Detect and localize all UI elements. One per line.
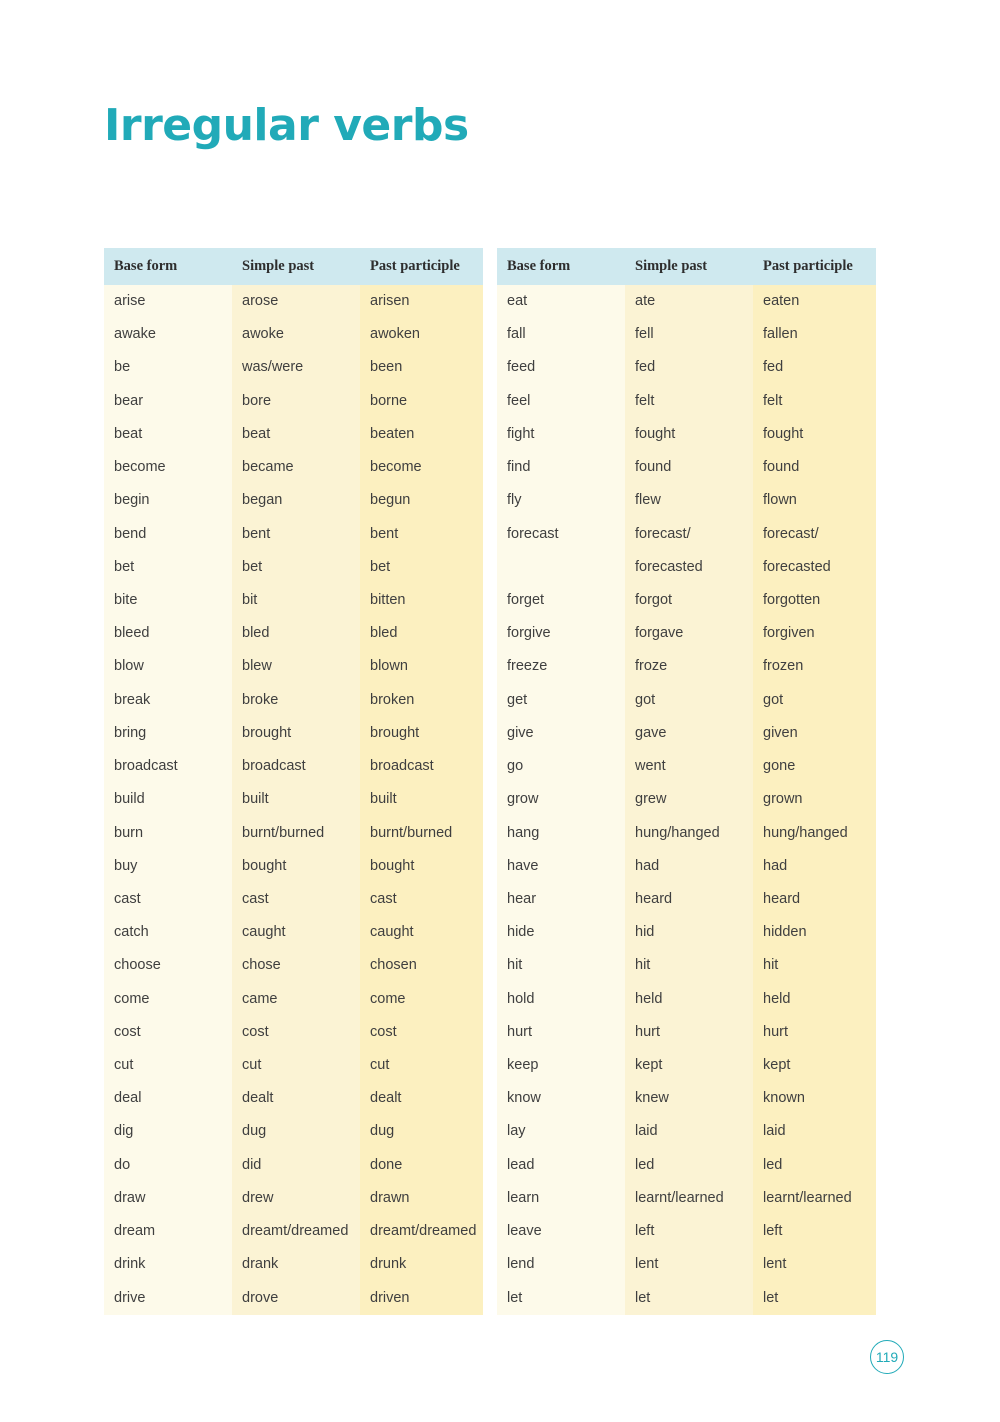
table-cell: got xyxy=(753,684,876,717)
table-row xyxy=(497,518,876,551)
table-row xyxy=(104,318,483,351)
table-row xyxy=(497,1149,876,1182)
table-cell: bet xyxy=(360,551,483,584)
table-cell: caught xyxy=(232,916,360,949)
table-cell: fight xyxy=(497,418,625,451)
table-cell: cast xyxy=(360,883,483,916)
table-cell: learnt/learned xyxy=(625,1182,753,1215)
table-cell: dug xyxy=(360,1115,483,1148)
table-cell: burn xyxy=(104,817,232,850)
column-header-base-form: Base form xyxy=(497,248,625,285)
table-cell: forecast xyxy=(497,518,625,551)
table-cell: lay xyxy=(497,1115,625,1148)
table-cell: learnt/learned xyxy=(753,1182,876,1215)
table-cell: hide xyxy=(497,916,625,949)
table-cell: left xyxy=(625,1215,753,1248)
table-cell: hurt xyxy=(625,1016,753,1049)
table-cell: forgave xyxy=(625,617,753,650)
table-cell: leave xyxy=(497,1215,625,1248)
table-cell: came xyxy=(232,983,360,1016)
table-row xyxy=(497,817,876,850)
header-row xyxy=(497,248,876,285)
table-cell: forecast/ xyxy=(753,518,876,551)
table-cell: begin xyxy=(104,484,232,517)
table-row xyxy=(497,285,876,318)
table-cell: draw xyxy=(104,1182,232,1215)
table-cell: broadcast xyxy=(360,750,483,783)
table-cell: blown xyxy=(360,650,483,683)
table-cell: found xyxy=(753,451,876,484)
table-row xyxy=(104,551,483,584)
table-cell: fed xyxy=(625,351,753,384)
table-row xyxy=(497,750,876,783)
table-cell: dealt xyxy=(232,1082,360,1115)
table-row xyxy=(497,1215,876,1248)
table-cell: drove xyxy=(232,1282,360,1315)
table-cell: given xyxy=(753,717,876,750)
table-cell: held xyxy=(753,983,876,1016)
table-cell: was/were xyxy=(232,351,360,384)
table-cell: fly xyxy=(497,484,625,517)
table-row xyxy=(104,817,483,850)
table-cell: hurt xyxy=(497,1016,625,1049)
table-cell: cast xyxy=(232,883,360,916)
table-cell: bleed xyxy=(104,617,232,650)
table-cell: cost xyxy=(104,1016,232,1049)
table-cell: led xyxy=(625,1149,753,1182)
table-row xyxy=(497,850,876,883)
table-cell: forecasted xyxy=(625,551,753,584)
table-row xyxy=(104,584,483,617)
table-cell: did xyxy=(232,1149,360,1182)
table-row xyxy=(104,949,483,982)
table-cell: had xyxy=(753,850,876,883)
table-cell: become xyxy=(360,451,483,484)
table-cell: feel xyxy=(497,385,625,418)
table-cell: hit xyxy=(497,949,625,982)
table-row xyxy=(497,451,876,484)
table-row xyxy=(104,1049,483,1082)
verb-tables-container xyxy=(104,248,876,1315)
table-row xyxy=(497,684,876,717)
table-row xyxy=(104,518,483,551)
column-header-simple-past: Simple past xyxy=(625,248,753,285)
table-row xyxy=(497,484,876,517)
table-cell: hear xyxy=(497,883,625,916)
table-row xyxy=(497,717,876,750)
table-cell: do xyxy=(104,1149,232,1182)
table-cell: borne xyxy=(360,385,483,418)
table-row xyxy=(104,1282,483,1315)
table-cell: cut xyxy=(360,1049,483,1082)
table-cell: find xyxy=(497,451,625,484)
table-cell: lead xyxy=(497,1149,625,1182)
table-cell: choose xyxy=(104,949,232,982)
table-cell: forget xyxy=(497,584,625,617)
table-cell: laid xyxy=(625,1115,753,1148)
table-cell: dream xyxy=(104,1215,232,1248)
table-cell: fall xyxy=(497,318,625,351)
table-cell: grew xyxy=(625,783,753,816)
table-cell: chose xyxy=(232,949,360,982)
table-cell: froze xyxy=(625,650,753,683)
table-cell: broken xyxy=(360,684,483,717)
table-row xyxy=(497,949,876,982)
table-cell: lent xyxy=(625,1248,753,1281)
table-cell: grow xyxy=(497,783,625,816)
table-cell: fell xyxy=(625,318,753,351)
table-cell: lent xyxy=(753,1248,876,1281)
table-cell: laid xyxy=(753,1115,876,1148)
table-cell: had xyxy=(625,850,753,883)
table-cell: became xyxy=(232,451,360,484)
table-cell: drink xyxy=(104,1248,232,1281)
table-row xyxy=(104,684,483,717)
table-row xyxy=(104,484,483,517)
table-row xyxy=(497,351,876,384)
table-cell: forgotten xyxy=(753,584,876,617)
verb-table-left xyxy=(104,248,483,1315)
table-cell: broadcast xyxy=(232,750,360,783)
table-cell: hid xyxy=(625,916,753,949)
table-row xyxy=(497,1049,876,1082)
table-cell: beat xyxy=(104,418,232,451)
table-cell: felt xyxy=(625,385,753,418)
table-cell: become xyxy=(104,451,232,484)
table-cell: left xyxy=(753,1215,876,1248)
table-cell: bend xyxy=(104,518,232,551)
table-body-right xyxy=(497,285,876,1315)
table-row xyxy=(104,617,483,650)
column-header-simple-past: Simple past xyxy=(232,248,360,285)
table-cell: cost xyxy=(232,1016,360,1049)
table-cell: catch xyxy=(104,916,232,949)
table-cell: learn xyxy=(497,1182,625,1215)
table-cell: give xyxy=(497,717,625,750)
table-cell: blow xyxy=(104,650,232,683)
table-cell: cut xyxy=(232,1049,360,1082)
table-row xyxy=(497,650,876,683)
table-cell: know xyxy=(497,1082,625,1115)
table-cell: dreamt/dreamed xyxy=(360,1215,483,1248)
column-header-base-form: Base form xyxy=(104,248,232,285)
table-cell: found xyxy=(625,451,753,484)
table-cell: bent xyxy=(232,518,360,551)
table-row xyxy=(497,1282,876,1315)
table-cell: bore xyxy=(232,385,360,418)
table-row xyxy=(497,551,876,584)
table-cell: bring xyxy=(104,717,232,750)
page-title: Irregular verbs xyxy=(104,100,469,151)
table-cell: bled xyxy=(232,617,360,650)
table-cell: let xyxy=(497,1282,625,1315)
table-row xyxy=(497,1115,876,1148)
table-cell: fed xyxy=(753,351,876,384)
table-cell: hit xyxy=(625,949,753,982)
table-cell: let xyxy=(753,1282,876,1315)
table-cell: burnt/burned xyxy=(360,817,483,850)
table-cell: grown xyxy=(753,783,876,816)
table-row xyxy=(497,1182,876,1215)
table-row xyxy=(497,418,876,451)
table-header-left xyxy=(104,248,483,285)
table-cell: arise xyxy=(104,285,232,318)
table-row xyxy=(104,451,483,484)
table-cell: let xyxy=(625,1282,753,1315)
table-cell: kept xyxy=(625,1049,753,1082)
table-cell: brought xyxy=(360,717,483,750)
table-cell: cost xyxy=(360,1016,483,1049)
table-cell: fought xyxy=(753,418,876,451)
table-row xyxy=(104,285,483,318)
table-row xyxy=(497,1248,876,1281)
table-cell: blew xyxy=(232,650,360,683)
table-cell: driven xyxy=(360,1282,483,1315)
table-cell: forgiven xyxy=(753,617,876,650)
table-cell: burnt/burned xyxy=(232,817,360,850)
table-cell: forecasted xyxy=(753,551,876,584)
table-cell: be xyxy=(104,351,232,384)
table-cell: break xyxy=(104,684,232,717)
column-header-past-participle: Past participle xyxy=(360,248,483,285)
table-cell: forgot xyxy=(625,584,753,617)
table-row xyxy=(104,983,483,1016)
table-cell: fallen xyxy=(753,318,876,351)
table-row xyxy=(104,783,483,816)
table-cell: frozen xyxy=(753,650,876,683)
table-cell: go xyxy=(497,750,625,783)
table-cell: done xyxy=(360,1149,483,1182)
table-cell: known xyxy=(753,1082,876,1115)
table-cell: drawn xyxy=(360,1182,483,1215)
table-cell: lend xyxy=(497,1248,625,1281)
table-cell: drew xyxy=(232,1182,360,1215)
table-cell: hold xyxy=(497,983,625,1016)
column-header-past-participle: Past participle xyxy=(753,248,876,285)
table-row xyxy=(497,385,876,418)
table-body-left xyxy=(104,285,483,1315)
table-row xyxy=(104,1248,483,1281)
table-cell: broke xyxy=(232,684,360,717)
page-number: 119 xyxy=(870,1340,904,1374)
table-cell: come xyxy=(104,983,232,1016)
table-cell: beaten xyxy=(360,418,483,451)
table-cell: chosen xyxy=(360,949,483,982)
table-cell: keep xyxy=(497,1049,625,1082)
table-cell: bet xyxy=(232,551,360,584)
table-row xyxy=(104,1215,483,1248)
table-cell: beat xyxy=(232,418,360,451)
table-cell: bear xyxy=(104,385,232,418)
table-cell: arisen xyxy=(360,285,483,318)
table-cell: get xyxy=(497,684,625,717)
table-cell: bled xyxy=(360,617,483,650)
table-cell: dealt xyxy=(360,1082,483,1115)
table-cell: come xyxy=(360,983,483,1016)
table-cell: forgive xyxy=(497,617,625,650)
table-row xyxy=(497,983,876,1016)
table-cell: bite xyxy=(104,584,232,617)
table-header-right xyxy=(497,248,876,285)
table-cell: hidden xyxy=(753,916,876,949)
table-row xyxy=(104,1182,483,1215)
table-cell: hurt xyxy=(753,1016,876,1049)
table-cell: begun xyxy=(360,484,483,517)
table-cell: build xyxy=(104,783,232,816)
table-cell: brought xyxy=(232,717,360,750)
table-cell: awoken xyxy=(360,318,483,351)
table-cell: hung/hanged xyxy=(625,817,753,850)
table-row xyxy=(104,650,483,683)
table-cell: knew xyxy=(625,1082,753,1115)
table-cell: eat xyxy=(497,285,625,318)
table-cell: got xyxy=(625,684,753,717)
table-row xyxy=(497,783,876,816)
table-cell: been xyxy=(360,351,483,384)
table-row xyxy=(497,318,876,351)
table-cell: bought xyxy=(360,850,483,883)
table-cell: ate xyxy=(625,285,753,318)
table-cell: drank xyxy=(232,1248,360,1281)
table-cell: feed xyxy=(497,351,625,384)
table-row xyxy=(104,1149,483,1182)
table-row xyxy=(104,750,483,783)
table-cell: built xyxy=(232,783,360,816)
table-cell: dreamt/dreamed xyxy=(232,1215,360,1248)
table-row xyxy=(104,717,483,750)
table-cell: flown xyxy=(753,484,876,517)
table-cell: heard xyxy=(625,883,753,916)
table-cell: forecast/ xyxy=(625,518,753,551)
table-cell: deal xyxy=(104,1082,232,1115)
table-row xyxy=(104,883,483,916)
table-cell: fought xyxy=(625,418,753,451)
table-cell: hung/hanged xyxy=(753,817,876,850)
table-cell: gave xyxy=(625,717,753,750)
table-cell: bought xyxy=(232,850,360,883)
table-cell: cut xyxy=(104,1049,232,1082)
table-cell: drive xyxy=(104,1282,232,1315)
table-row xyxy=(497,1016,876,1049)
table-cell: kept xyxy=(753,1049,876,1082)
table-cell: heard xyxy=(753,883,876,916)
table-cell: bit xyxy=(232,584,360,617)
table-row xyxy=(497,1082,876,1115)
table-row xyxy=(104,418,483,451)
table-row xyxy=(104,351,483,384)
table-cell: hit xyxy=(753,949,876,982)
table-cell: eaten xyxy=(753,285,876,318)
table-cell: built xyxy=(360,783,483,816)
table-cell: felt xyxy=(753,385,876,418)
table-cell: freeze xyxy=(497,650,625,683)
table-cell xyxy=(497,551,625,584)
table-cell: buy xyxy=(104,850,232,883)
table-cell: dug xyxy=(232,1115,360,1148)
table-row xyxy=(497,584,876,617)
table-cell: began xyxy=(232,484,360,517)
table-cell: went xyxy=(625,750,753,783)
table-row xyxy=(497,883,876,916)
table-cell: dig xyxy=(104,1115,232,1148)
table-row xyxy=(104,850,483,883)
table-cell: bent xyxy=(360,518,483,551)
table-cell: bitten xyxy=(360,584,483,617)
table-row xyxy=(104,1016,483,1049)
table-cell: cast xyxy=(104,883,232,916)
verb-table-right xyxy=(497,248,876,1315)
table-row xyxy=(104,1082,483,1115)
table-cell: broadcast xyxy=(104,750,232,783)
table-row xyxy=(104,916,483,949)
table-cell: hang xyxy=(497,817,625,850)
table-cell: caught xyxy=(360,916,483,949)
table-cell: gone xyxy=(753,750,876,783)
table-cell: bet xyxy=(104,551,232,584)
table-row xyxy=(104,1115,483,1148)
table-row xyxy=(497,916,876,949)
table-row xyxy=(104,385,483,418)
table-cell: have xyxy=(497,850,625,883)
table-cell: drunk xyxy=(360,1248,483,1281)
table-row xyxy=(497,617,876,650)
table-cell: flew xyxy=(625,484,753,517)
table-cell: awoke xyxy=(232,318,360,351)
header-row xyxy=(104,248,483,285)
table-cell: awake xyxy=(104,318,232,351)
table-cell: held xyxy=(625,983,753,1016)
table-cell: led xyxy=(753,1149,876,1182)
table-cell: arose xyxy=(232,285,360,318)
